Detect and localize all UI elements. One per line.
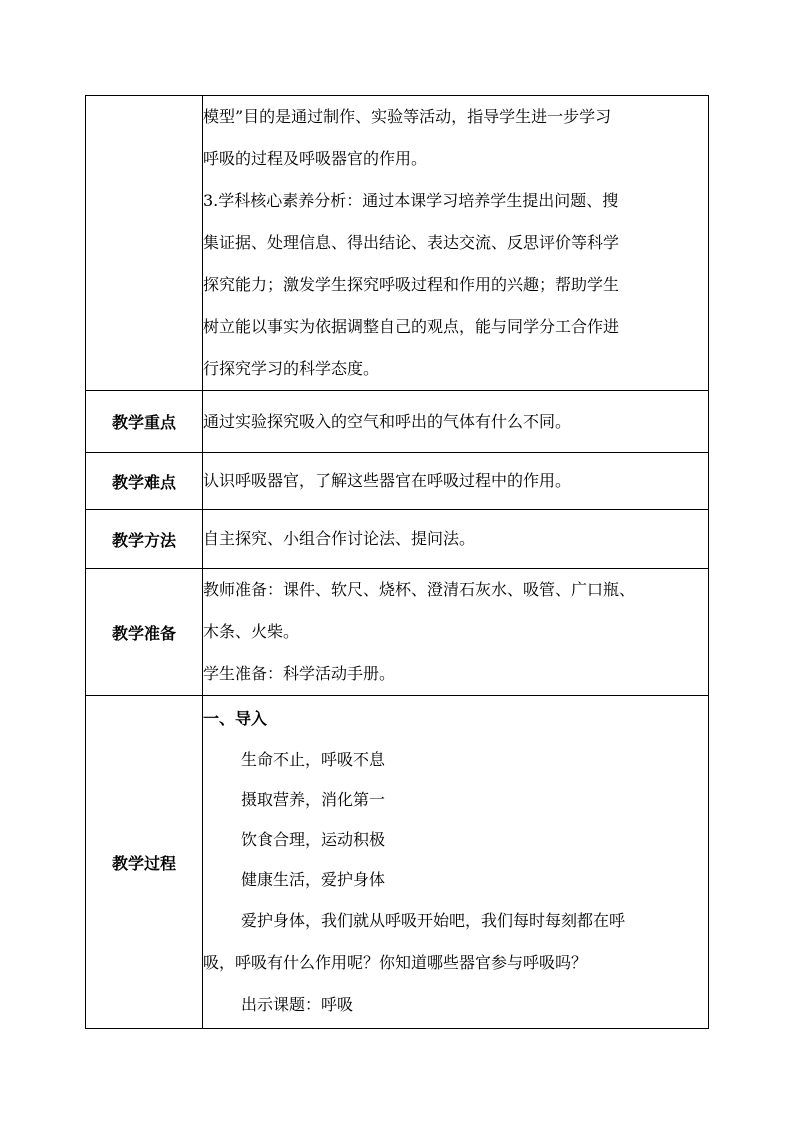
- text-line: 出示课题：呼吸: [241, 995, 354, 1014]
- row-label-process: 教学过程: [86, 696, 203, 1029]
- row-label-key-points: 教学重点: [86, 391, 203, 453]
- lesson-plan-table: [85, 95, 709, 1029]
- row-content: [203, 696, 709, 1029]
- text-line: 饮食合理，运动积极: [241, 830, 386, 849]
- text-line: 教师准备：课件、软尺、烧杯、澄清石灰水、吸管、广口瓶、: [203, 580, 636, 599]
- row-content: [203, 569, 709, 696]
- row-label-methods: 教学方法: [86, 510, 203, 569]
- row-label-difficulties: 教学难点: [86, 453, 203, 510]
- text-line: 集证据、处理信息、得出结论、表达交流、反思评价等科学: [203, 233, 620, 252]
- table-row: [86, 391, 709, 453]
- text-line: 呼吸的过程及呼吸器官的作用。: [203, 149, 428, 168]
- table-row: [86, 96, 709, 391]
- text-line: 摄取营养，消化第一: [241, 790, 386, 809]
- row-content: [203, 96, 709, 391]
- text-line: 模型”目的是通过制作、实验等活动，指导学生进一步学习: [203, 107, 612, 126]
- table-row: [86, 569, 709, 696]
- text-line: 3.学科核心素养分析：通过本课学习培养学生提出问题、搜: [203, 191, 619, 210]
- section-heading: 一、导入: [203, 709, 268, 728]
- table-row: [86, 696, 709, 1029]
- row-label-preparation: 教学准备: [86, 569, 203, 696]
- text-line: 树立能以事实为依据调整自己的观点，能与同学分工合作进: [203, 317, 620, 336]
- text-line: 认识呼吸器官，了解这些器官在呼吸过程中的作用。: [203, 471, 572, 490]
- table-row: [86, 510, 709, 569]
- row-content: [203, 453, 709, 510]
- text-line: 木条、火柴。: [203, 622, 300, 641]
- text-line: 通过实验探究吸入的空气和呼出的气体有什么不同。: [203, 411, 572, 431]
- text-line: 行探究学习的科学态度。: [203, 359, 380, 378]
- text-line: 爱护身体，我们就从呼吸开始吧，我们每时每刻都在呼: [241, 911, 626, 930]
- text-line: 生命不止，呼吸不息: [241, 750, 386, 769]
- text-line: 自主探究、小组合作讨论法、提问法。: [203, 529, 476, 548]
- table-row: [86, 453, 709, 510]
- text-line: 探究能力；激发学生探究呼吸过程和作用的兴趣；帮助学生: [203, 275, 620, 294]
- row-label: [86, 96, 203, 391]
- text-line: 健康生活，爱护身体: [241, 870, 386, 889]
- row-content: [203, 510, 709, 569]
- text-line: 学生准备：科学活动手册。: [203, 664, 396, 683]
- text-line: 吸，呼吸有什么作用呢？你知道哪些器官参与呼吸吗？: [203, 953, 588, 972]
- row-content: [203, 391, 709, 453]
